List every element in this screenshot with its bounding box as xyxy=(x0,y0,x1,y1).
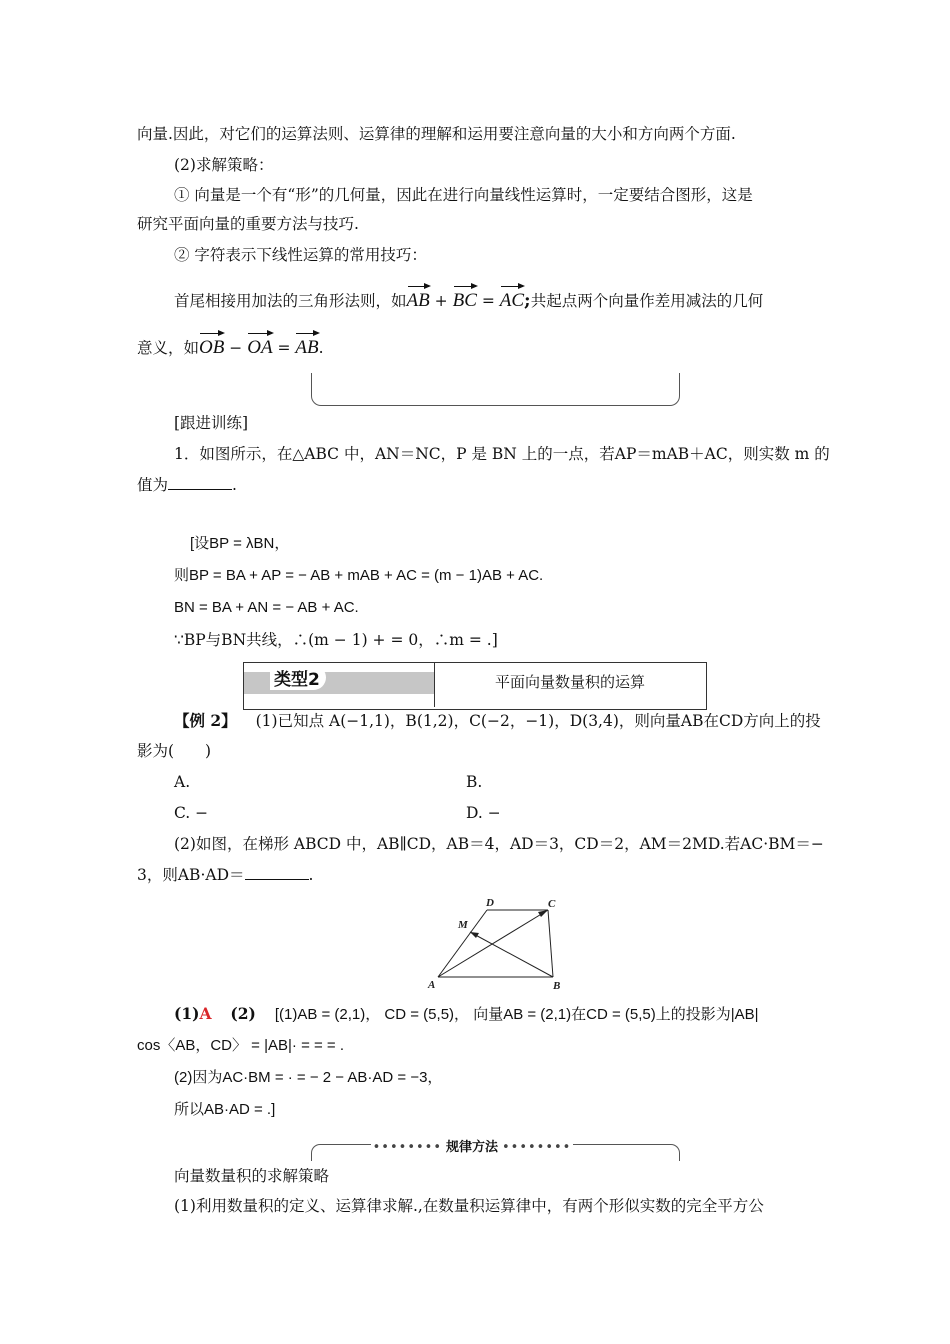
vector-ab: AB xyxy=(407,284,430,312)
vector-oa: OA xyxy=(247,331,272,359)
question-1-end: . xyxy=(232,476,237,494)
label-a: A xyxy=(428,979,436,991)
label-m: M xyxy=(458,919,468,931)
type-2-header xyxy=(243,662,707,710)
vector-ab-2: AB xyxy=(295,331,318,359)
semicolon: ; xyxy=(524,290,531,311)
example-2-line-2: 影为( ) xyxy=(137,742,212,760)
arrow-bm xyxy=(470,932,479,938)
label-b: B xyxy=(553,980,561,992)
solution-line-4: ∵BP与BN共线，∴(m − 1) + = 0，∴m = .] xyxy=(174,631,498,649)
strategy-title: 向量数量积的求解策略 xyxy=(174,1167,330,1185)
triangle-rule-text: 首尾相接用加法的三角形法则，如 xyxy=(174,292,407,310)
question-1-prompt: 值为 xyxy=(137,476,169,494)
arrow-ac xyxy=(538,910,548,917)
answer-line-1 xyxy=(174,1003,759,1026)
rule-dots-left: •••••••• xyxy=(372,1140,442,1155)
solution-line-2: 则BP = BA + AP = − AB + mAB + AC = (m − 1)AB + AC. xyxy=(174,567,544,584)
equals-sign: = xyxy=(481,292,495,310)
side-cb xyxy=(548,910,553,977)
vector-ac-line xyxy=(438,910,548,977)
rule-method-label-wrap xyxy=(322,1136,622,1155)
example-2-line-1 xyxy=(174,710,821,732)
example-2-part-2-end: . xyxy=(308,866,314,884)
answer-line-3: (2)因为AC·BM = · = − 2 − AB·AD = −3， xyxy=(174,1069,443,1086)
minus-sign: − xyxy=(229,339,243,357)
option-c: C. − xyxy=(174,804,209,822)
example-2-label: 【例 2】 xyxy=(174,711,237,730)
label-c: C xyxy=(548,898,556,910)
solution-line-1: [设BP = λBN， xyxy=(190,535,290,552)
option-d: D. − xyxy=(466,804,501,822)
answer-projection-text: [(1)AB = (2,1)， CD = (5,5)， 向量AB = (2,1)在CD = (5,5)上的投影为|AB| xyxy=(274,1006,759,1023)
rule-dots-right: •••••••• xyxy=(502,1140,572,1155)
meaning-text: 意义，如 xyxy=(137,339,200,357)
vector-ac: AC xyxy=(500,284,524,312)
follow-training-label: [跟进训练] xyxy=(174,414,249,432)
paragraph-strategy-1a: ① 向量是一个有“形”的几何量，因此在进行向量线性运算时，一定要结合图形，这是 xyxy=(174,186,753,204)
example-2-part-2-line-1: (2)如图，在梯形 ABCD 中，AB∥CD，AB＝4，AD＝3，CD＝2，AM＝2MD.若AC·BM＝− xyxy=(174,835,824,853)
answer-part-2-label: (2) xyxy=(230,1004,256,1023)
paragraph-strategy-2: ② 字符表示下线性运算的常用技巧： xyxy=(174,246,427,264)
paragraph-triangle-rule xyxy=(174,284,763,312)
vector-bm-line xyxy=(470,932,553,977)
question-1-line-1: 1．如图所示，在△ABC 中，AN＝NC，P 是 BN 上的一点，若AP＝mAB＋AC，则实数 m 的 xyxy=(174,445,830,463)
period: . xyxy=(318,339,324,357)
type-title: 平面向量数量积的运算 xyxy=(494,673,645,691)
rule-method-label: 规律方法 xyxy=(445,1140,498,1155)
answer-choice: A xyxy=(199,1004,212,1023)
paragraph-strategy-heading: (2)求解策略： xyxy=(174,156,274,174)
subtraction-rule-text: 共起点两个向量作差用减法的几何 xyxy=(530,292,764,310)
solution-line-3: BN = BA + AN = − AB + AC. xyxy=(174,599,359,616)
type-label: 类型2 xyxy=(270,665,326,690)
answer-blank-2 xyxy=(245,865,309,880)
label-d: D xyxy=(486,897,494,909)
vector-bc: BC xyxy=(453,284,477,312)
paragraph-strategy-1b: 研究平面向量的重要方法与技巧. xyxy=(137,215,359,233)
plus-sign: + xyxy=(434,292,448,310)
type-tab xyxy=(244,663,435,707)
answer-line-4: 所以AB·AD = .] xyxy=(174,1101,276,1118)
question-1-line-2 xyxy=(137,474,237,496)
example-2-part-1: (1)已知点 A(−1,1)，B(1,2)，C(−2，−1)，D(3,4)，则向量AB在CD方向上的投 xyxy=(255,712,821,730)
equals-sign-2: = xyxy=(277,339,291,357)
example-2-part-2-prompt: 3，则AB·AD＝ xyxy=(137,866,245,884)
answer-line-2: cos〈AB，CD〉 = |AB|· = = = . xyxy=(137,1037,345,1054)
option-b: B. xyxy=(466,773,483,791)
section-bracket xyxy=(311,373,680,406)
vector-ob: OB xyxy=(199,331,224,359)
paragraph-1: 向量.因此，对它们的运算法则、运算律的理解和运用要注意向量的大小和方向两个方面. xyxy=(137,125,736,143)
trapezoid-figure xyxy=(420,890,570,995)
strategy-1: (1)利用数量积的定义、运算律求解.,在数量积运算律中，有两个形似实数的完全平方公 xyxy=(174,1197,764,1215)
answer-blank xyxy=(168,475,232,490)
paragraph-subtraction-example xyxy=(137,331,324,359)
answer-part-1-label: (1) xyxy=(174,1004,200,1023)
example-2-part-2-line-2 xyxy=(137,864,313,886)
option-a: A. xyxy=(174,773,191,791)
